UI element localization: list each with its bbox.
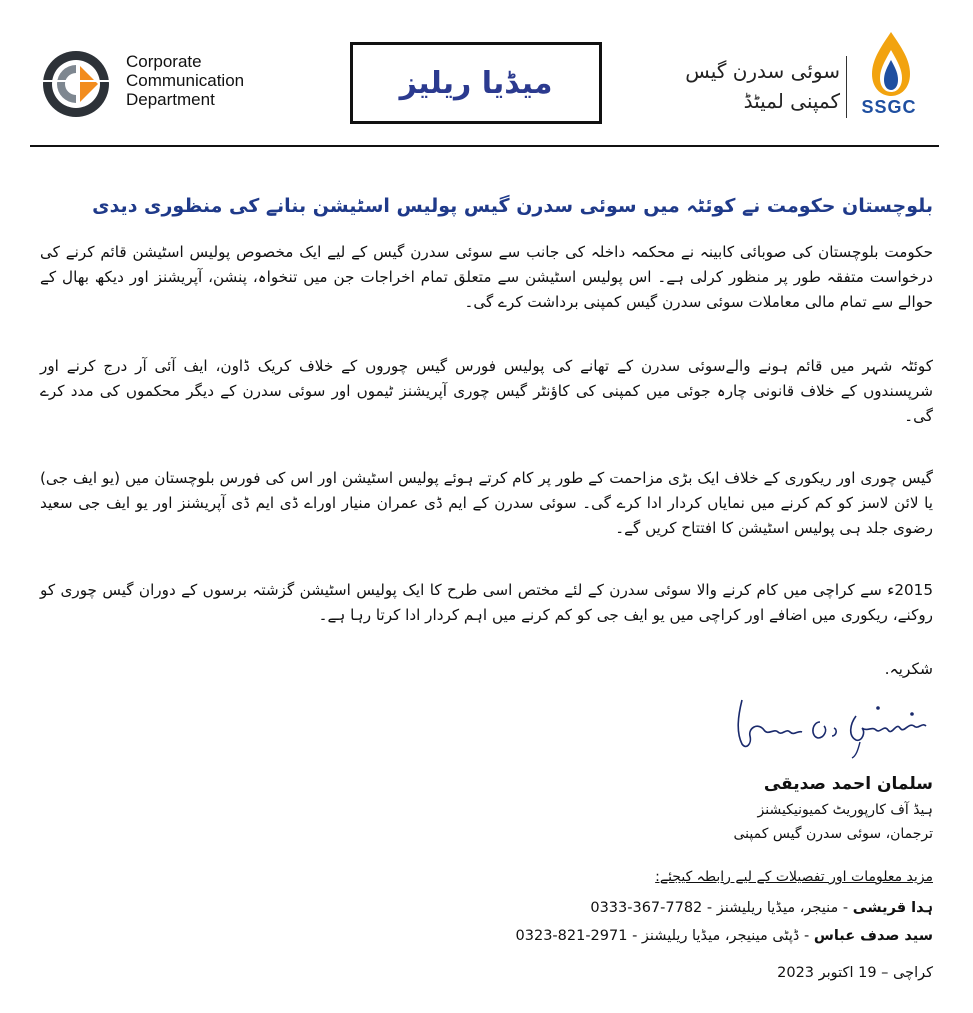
signer-title: ہیڈ آف کارپوریٹ کمیونیکیشنز (757, 802, 933, 818)
body-paragraph: کوئٹہ شہر میں قائم ہونے والےسوئی سدرن کے تھانے کی پولیس فورس گیس چوروں کے خلاف کریک ڈاون، ایف آئی آر درج کرنے اور شرپسندوں کے خلاف قانونی چارہ جوئی میں کمپنی کی کاؤنٹر گیس چوری آپریشنز ٹیموں اور سوئی سدرن کے دیگر محکموں کی مدد کرے گی۔ (40, 357, 933, 425)
signer-name: سلمان احمد صدیقی (763, 774, 933, 794)
body-paragraph: 2015ء سے کراچی میں کام کرنے والا سوئی سدرن کے لئے مختص اسی طرح کا ایک پولیس اسٹیشن گزشتہ برسوں کے دوران گیس چوری کو روکنے، ریکوری میں اضافے اور کراچی میں یو ایف جی کو کم کرنے میں اہم کردار ادا کرتا رہا ہے۔ (40, 581, 933, 624)
contact-heading: مزید معلومات اور تفصیلات کے لیے رابطہ کیجئے: (655, 869, 933, 885)
ssgc-urdu-line: سوئی سدرن گیس (685, 59, 840, 83)
body-paragraph: حکومت بلوچستان کی صوبائی کابینہ نے محکمہ داخلہ کی جانب سے سوئی سدرن گیس کے لیے ایک مخصوص پولیس اسٹیشن قائم کرنے کی درخواست متفقہ طور پر منظور کرلی ہے۔ اس پولیس اسٹیشن سے متعلق تمام اخراجات جن میں تنخواہ، پنشن، آپریشنز اور دیکھ بھال کے حوالے سے تمام مالی معاملات سوئی سدرن گیس کمپنی برداشت کرے گی۔ (40, 243, 933, 311)
ssgc-urdu-line: کمپنی لمیٹڈ (743, 89, 840, 113)
body-paragraph: گیس چوری اور ریکوری کے خلاف ایک بڑی مزاحمت کے طور پر کام کرتے ہوئے پولیس اسٹیشن اور اس کی فورس بلوچستان میں (یو ایف جی) یا لائن لاسز کو کم کرنے میں نمایاں کردار ادا کرے گی۔ سوئی سدرن کے ایم ڈی عمران منیار اوراے ڈی ایم ڈی آپریشنز اور یو ایف جی سعید رضوی جلد ہی پولیس اسٹیشن کا افتتاح کریں گے۔ (40, 469, 933, 537)
signer-title: ترجمان، سوئی سدرن گیس کمپنی (733, 826, 933, 842)
header-rule (30, 145, 939, 147)
ssgc-flame-icon (862, 30, 920, 98)
department-name-line: Department (126, 90, 215, 109)
logo-divider (846, 56, 847, 118)
contact-row (300, 924, 933, 948)
contact-phone: 0323-821-2971 (515, 928, 628, 944)
media-release-box (350, 42, 602, 124)
signature-image (728, 692, 938, 762)
department-name-line: Communication (126, 71, 245, 90)
department-name (126, 52, 244, 109)
contact-name: سید صدف عباس (813, 928, 933, 944)
contact-phone: 0333-367-7782 (590, 900, 703, 916)
ccd-logo-icon (40, 48, 112, 120)
contact-name: ہدا قریشی (852, 900, 933, 916)
signer-block (600, 770, 933, 846)
contact-role: - ڈپٹی مینیجر، میڈیا ریلیشنز - (632, 928, 810, 944)
contact-role: - منیجر، میڈیا ریلیشنز - (706, 900, 849, 916)
media-release-title: میڈیا ریلیز (399, 65, 553, 101)
contact-row (300, 896, 933, 920)
dateline: کراچی – 19 اکتوبر 2023 (777, 965, 933, 981)
department-name-line: Corporate (126, 52, 202, 71)
thanks-text: شکریہ. (884, 660, 933, 678)
ssgc-urdu-name (660, 56, 840, 116)
press-headline: بلوچستان حکومت نے کوئٹہ میں سوئی سدرن گیس پولیس اسٹیشن بنانے کی منظوری دیدی (92, 195, 933, 217)
letterhead (0, 0, 973, 150)
ssgc-label: SSGC (861, 97, 917, 117)
